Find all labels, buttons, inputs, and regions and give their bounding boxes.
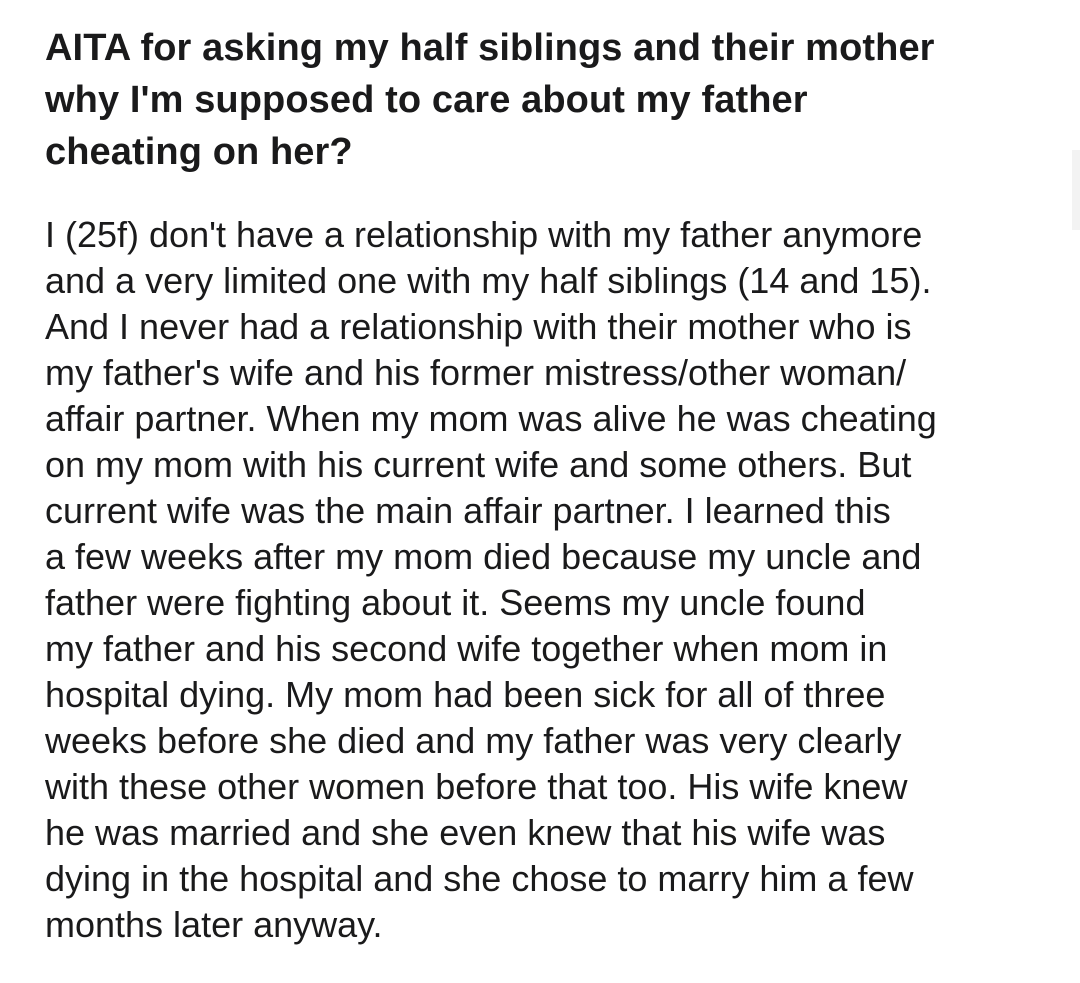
post-body-line: dying in the hospital and she chose to marry him a few bbox=[45, 858, 914, 899]
post-title-line: AITA for asking my half siblings and their mother bbox=[45, 27, 935, 69]
post-body-line: months later anyway. bbox=[45, 904, 383, 945]
post-body-line: a few weeks after my mom died because my uncle and bbox=[45, 536, 922, 577]
post-title[interactable] bbox=[45, 22, 1035, 178]
post-container bbox=[45, 22, 1055, 948]
post-body-line: on my mom with his current wife and some others. But bbox=[45, 444, 912, 485]
post-body-line: current wife was the main affair partner. I learned this bbox=[45, 490, 891, 531]
post-body bbox=[45, 212, 1055, 948]
post-body-line: my father and his second wife together when mom in bbox=[45, 628, 888, 669]
post-body-line: And I never had a relationship with their mother who is bbox=[45, 306, 912, 347]
post-title-line: why I'm supposed to care about my father bbox=[45, 79, 808, 121]
post-body-line: my father's wife and his former mistress/other woman/ bbox=[45, 352, 907, 393]
post-body-line: and a very limited one with my half siblings (14 and 15). bbox=[45, 260, 932, 301]
scrollbar-edge[interactable] bbox=[1072, 150, 1080, 230]
post-body-line: he was married and she even knew that his wife was bbox=[45, 812, 886, 853]
post-body-line: hospital dying. My mom had been sick for all of three bbox=[45, 674, 886, 715]
post-body-line: weeks before she died and my father was very clearly bbox=[45, 720, 902, 761]
post-body-line: I (25f) don't have a relationship with my father anymore bbox=[45, 214, 923, 255]
post-title-line: cheating on her? bbox=[45, 131, 353, 173]
post-body-line: father were fighting about it. Seems my uncle found bbox=[45, 582, 866, 623]
post-body-line: with these other women before that too. His wife knew bbox=[45, 766, 908, 807]
post-body-line: affair partner. When my mom was alive he was cheating bbox=[45, 398, 937, 439]
